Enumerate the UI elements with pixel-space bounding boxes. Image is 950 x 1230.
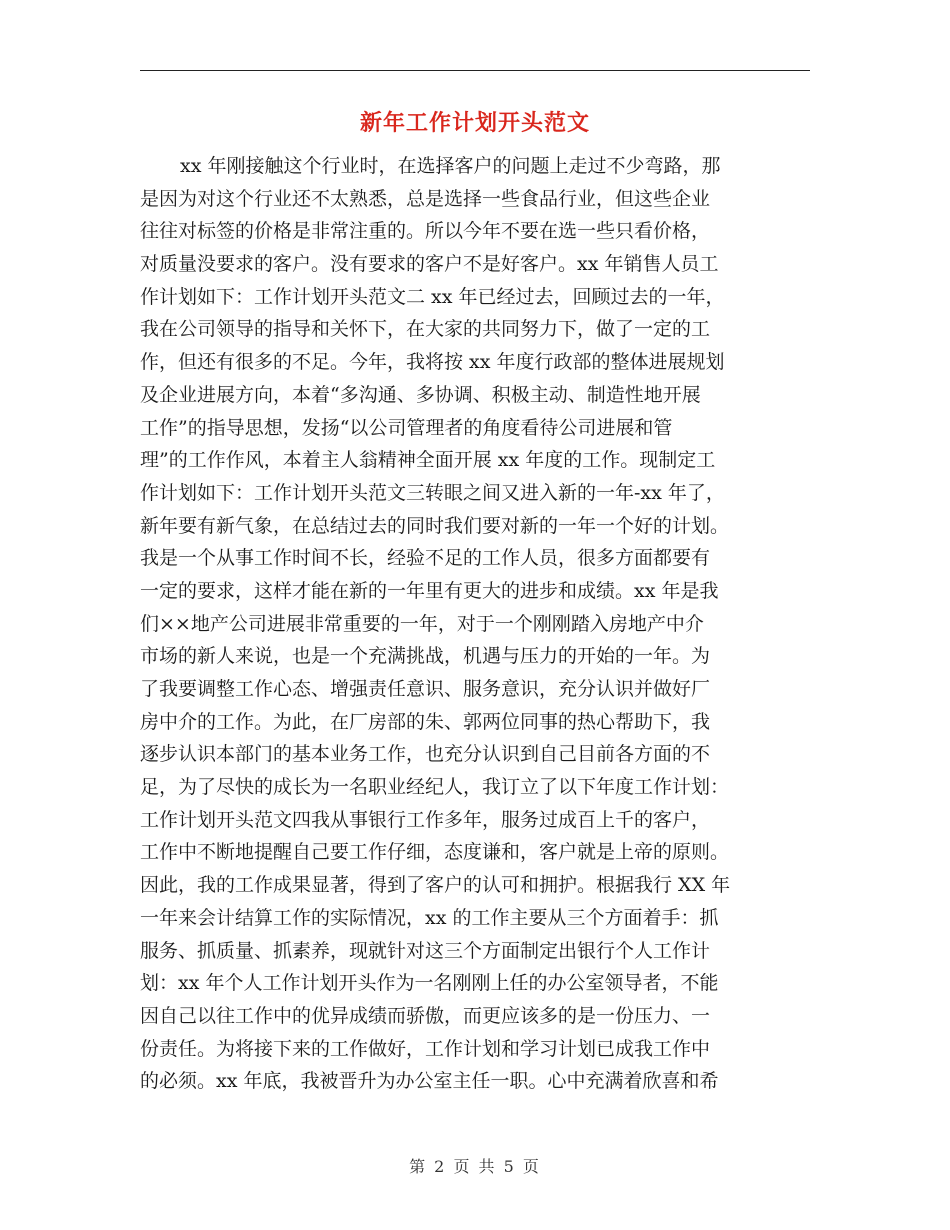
body-line: 我是一个从事工作时间不长，经验不足的工作人员，很多方面都要有: [140, 547, 711, 570]
body-line: 我在公司领导的指导和关怀下，在大家的共同努力下，做了一定的工: [140, 318, 711, 341]
body-line: 新年要有新气象，在总结过去的同时我们要对新的一年一个好的计划。: [140, 514, 730, 537]
body-line: 是因为对这个行业还不太熟悉，总是选择一些食品行业，但这些企业: [140, 187, 711, 210]
body-line: 工作”的指导思想，发扬“以公司管理者的角度看待公司进展和管: [140, 416, 673, 439]
body-line: 工作中不断地提醒自己要工作仔细，态度谦和，客户就是上帝的原则。: [140, 841, 730, 864]
body-line: 服务、抓质量、抓素养，现就针对这三个方面制定出银行个人工作计: [140, 939, 711, 962]
body-line: 及企业进展方向，本着“多沟通、多协调、积极主动、制造性地开展: [140, 383, 701, 406]
body-line: xx 年刚接触这个行业时，在选择客户的问题上走过不少弯路，那: [180, 155, 721, 177]
body-line: 份责任。为将接下来的工作做好，工作计划和学习计划已成我工作中: [140, 1037, 711, 1060]
body-line: 作，但还有很多的不足。今年，我将按 xx 年度行政部的整体进展规划: [140, 351, 725, 374]
document-title: 新年工作计划开头范文: [359, 110, 590, 136]
body-line: 逐步认识本部门的基本业务工作，也充分认识到自己目前各方面的不: [140, 743, 711, 766]
body-line: 理”的工作作风，本着主人翁精神全面开展 xx 年度的工作。现制定工: [140, 449, 716, 472]
header-rule: [140, 70, 810, 71]
page-number-footer: 第 2 页 共 5 页: [409, 1157, 541, 1176]
body-line: 划：xx 年个人工作计划开头作为一名刚刚上任的办公室领导者，不能: [140, 972, 719, 995]
body-line: 对质量没要求的客户。没有要求的客户不是好客户。xx 年销售人员工: [140, 253, 719, 276]
document-body: [140, 150, 810, 1098]
body-line: 足，为了尽快的成长为一名职业经纪人，我订立了以下年度工作计划：: [140, 776, 730, 799]
body-line: 工作计划开头范文四我从事银行工作多年，服务过成百上千的客户，: [140, 808, 711, 831]
body-line: 一定的要求，这样才能在新的一年里有更大的进步和成绩。xx 年是我: [140, 579, 719, 602]
body-line: 一年来会计结算工作的实际情况，xx 的工作主要从三个方面着手：抓: [140, 906, 719, 929]
body-line: 作计划如下：工作计划开头范文三转眼之间又进入新的一年-xx 年了，: [140, 481, 725, 504]
body-line: 往往对标签的价格是非常注重的。所以今年不要在选一些只看价格，: [140, 220, 711, 243]
body-line: 的必须。xx 年底，我被晋升为办公室主任一职。心中充满着欣喜和希: [140, 1070, 719, 1093]
body-line: 作计划如下：工作计划开头范文二 xx 年已经过去，回顾过去的一年，: [140, 285, 725, 308]
body-line: 们××地产公司进展非常重要的一年，对于一个刚刚踏入房地产中介: [140, 612, 704, 635]
body-line: 因自己以往工作中的优异成绩而骄傲，而更应该多的是一份压力、一: [140, 1004, 711, 1027]
body-line: 了我要调整工作心态、增强责任意识、服务意识，充分认识并做好厂: [140, 678, 711, 700]
body-line: 市场的新人来说，也是一个充满挑战，机遇与压力的开始的一年。为: [140, 645, 711, 668]
body-line: 因此，我的工作成果显著，得到了客户的认可和拥护。根据我行 XX 年: [140, 874, 731, 897]
body-line: 房中介的工作。为此，在厂房部的朱、郭两位同事的热心帮助下，我: [140, 710, 711, 733]
